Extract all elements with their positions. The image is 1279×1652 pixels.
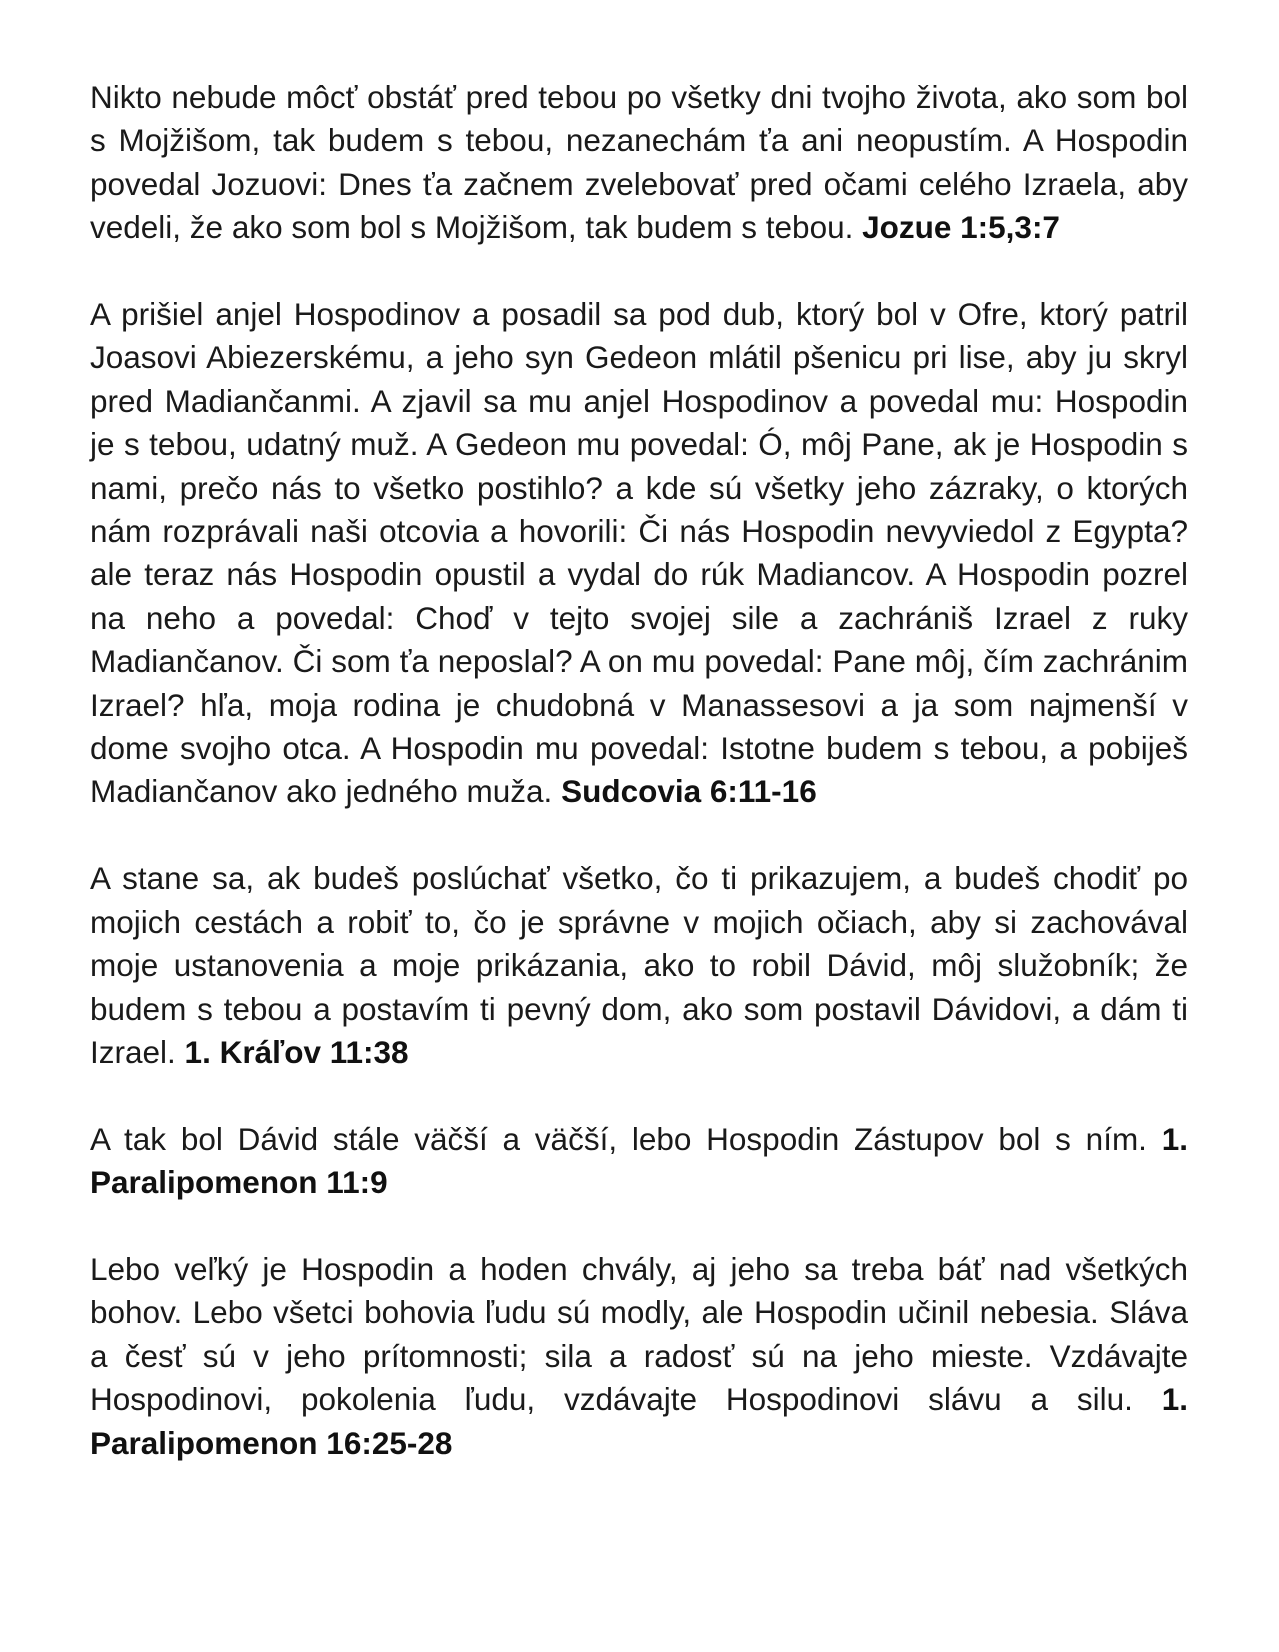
passage-kralov <box>90 857 1188 1074</box>
scripture-reference: 1. Paralipomenon 11:9 <box>90 1120 1188 1201</box>
passage-text: Nikto nebude môcť obstáť pred tebou po všetky dni tvojho života, ako som bol s Mojžišom, tak budem s tebou, nezanechám ťa ani neopustím. A Hospodin povedal Jozuovi: Dnes ťa začnem zvelebovať pred očami celého Izraela, aby vedeli, že ako som bol s Mojžišom, tak budem s tebou. <box>90 79 1188 246</box>
scripture-reference: Jozue 1:5,3:7 <box>862 209 1060 246</box>
scripture-reference: Sudcovia 6:11-16 <box>561 773 817 810</box>
passage-jozue <box>90 76 1188 250</box>
passage-text: Lebo veľký je Hospodin a hoden chvály, aj jeho sa treba báť nad všetkých bohov. Lebo všetci bohovia ľudu sú modly, ale Hospodin učinil nebesia. Sláva a česť sú v jeho prítomnosti; sila a radosť sú na jeho mieste. Vzdávajte Hospodinovi, pokolenia ľudu, vzdávajte Hospodinovi slávu a silu. <box>90 1250 1188 1418</box>
scripture-reference: 1. Paralipomenon 16:25-28 <box>90 1381 1188 1461</box>
passage-paralipomenon-16 <box>90 1248 1188 1465</box>
passage-text: A tak bol Dávid stále väčší a väčší, lebo Hospodin Zástupov bol s ním. <box>90 1120 1147 1157</box>
passage-sudcovia <box>90 293 1188 814</box>
passage-text: A prišiel anjel Hospodinov a posadil sa pod dub, ktorý bol v Ofre, ktorý patril Joasovi Abiezerskému, a jeho syn Gedeon mlátil pšenicu pri lise, aby ju skryl pred Madiančanmi. A zjavil sa mu anjel Hospodinov a povedal mu: Hospodin je s tebou, udatný muž. A Gedeon mu povedal: Ó, môj Pane, ak je Hospodin s nami, prečo nás to všetko postihlo? a kde sú všetky jeho zázraky, o ktorých nám rozprávali naši otcovia a hovorili: Či nás Hospodin nevyviedol z Egypta? ale teraz nás Hospodin opustil a vydal do rúk Madiancov. A Hospodin pozrel na neho a povedal: Choď v tejto svojej sile a zachrániš Izrael z ruky Madiančanov. Či som ťa neposlal? A on mu povedal: Pane môj, čím zachránim Izrael? hľa, moja rodina je chudobná v Manassesovi a ja som najmenší v dome svojho otca. A Hospodin mu povedal: Istotne budem s tebou, a pobiješ Madiančanov ako jedného muža. <box>90 296 1188 810</box>
passage-paralipomenon-11 <box>90 1118 1188 1205</box>
passage-text: A stane sa, ak budeš poslúchať všetko, čo ti prikazujem, a budeš chodiť po mojich cestách a robiť to, čo je správne v mojich očiach, aby si zachovával moje ustanovenia a moje prikázania, ako to robil Dávid, môj služobník; že budem s tebou a postavím ti pevný dom, ako som postavil Dávidovi, a dám ti Izrael. <box>90 860 1188 1070</box>
document-page <box>90 76 1188 1465</box>
scripture-reference: 1. Kráľov 11:38 <box>184 1033 409 1070</box>
